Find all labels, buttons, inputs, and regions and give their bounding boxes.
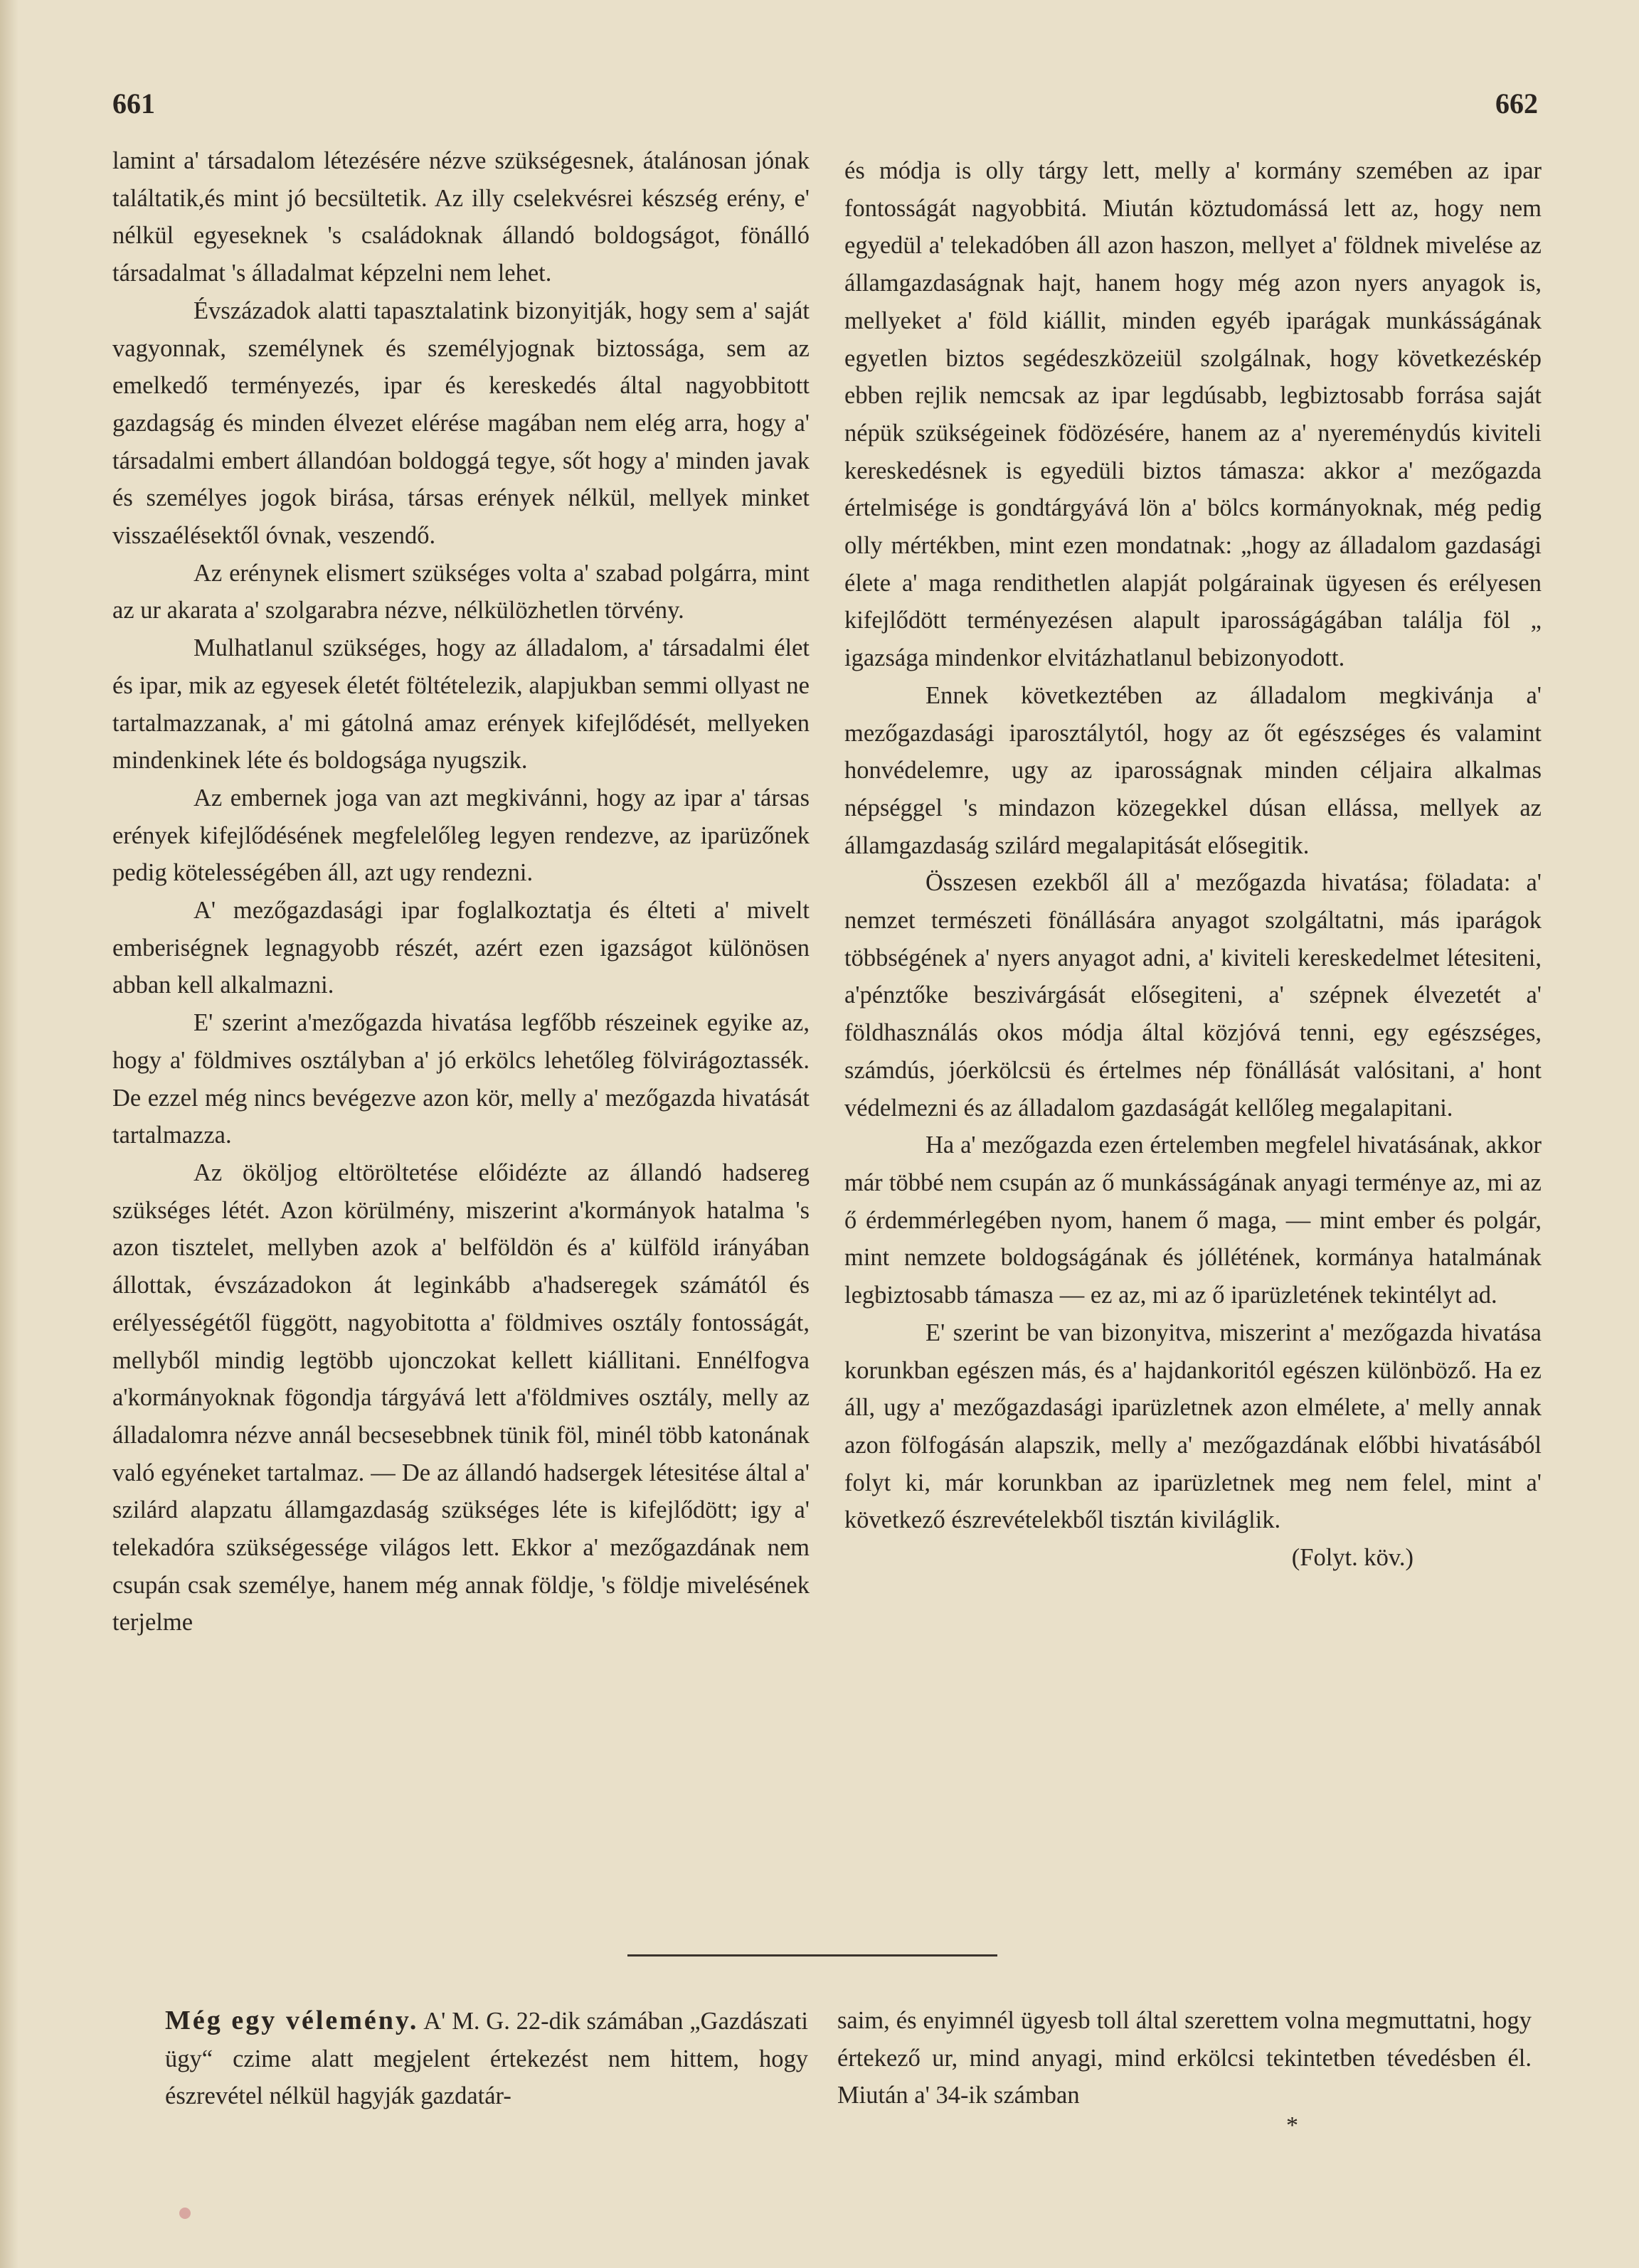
section-divider [627,1954,997,1956]
bottom-right-column [837,2002,1532,2114]
right-column-paragraph: és módja is olly tárgy lett, melly a' kormány szemében az ipar fontosságát nagyobbitá. Miután köztudomássá lett az, hogy nem egyedül a' telekadóben áll azon haszon, mellyet a' földnek mivelése az államgazdaságnak hajt, hanem hogy még azon nyers anyagok is, mellyeket a' föld kiállit, minden egyéb iparágak munkásságának egyetlen biztos segédeszközeiül szolgálnak, hogy következéskép ebben rejlik nemcsak az ipar legdúsabb, legbiztosabb forrása saját népük szükségeinek födözésére, hanem az a' nyereménydús kiviteli kereskedésnek is egyedüli biztos támasza: akkor a' mezőgazda értelmisége is gondtárgyává lön a' bölcs kormányoknak, még pedig olly mértékben, mint ezen mondatnak: „hogy az álladalom gazdasági élete a' maga rendithetlen alapját polgárainak ügyesen és erélyesen kifejlődött terményezésen alapult iparosságágában találja föl „ igazsága mindenkor elvitázhatlanul bebizonyodott. [844,157,1542,672]
left-column-paragraph: lamint a' társadalom létezésére nézve szükségesnek, átalánosan jónak találtatik,és mint jó becsültetik. Az illy cselekvésrei készség erény, e' nélkül egyeseknek 's családoknak állandó boldogságot, fönálló társadalmat 's álladalmat képzelni nem lehet. [112,147,810,287]
bottom-left-paragraph [165,2002,808,2115]
left-column-paragraph: Mulhatlanul szükséges, hogy az álladalom, a' társadalmi élet és ipar, mik az egyesek életét föltételezik, alapjukban semmi ollyast ne tartalmazzanak, a' mi gátolná amaz erények kifejlődését, mellyeken mindenkinek léte és boldogsága nyugszik. [112,634,810,774]
left-column-paragraph: Évszázadok alatti tapasztalatink bizonyitják, hogy sem a' saját vagyonnak, személynek és személyjognak biztossága, sem az emelkedő terményezés, ipar és kereskedés által nagyobbitott gazdagság és minden élvezet elérése magában nem elég arra, hogy a' társadalmi embert állandóan boldoggá tegye, sőt hogy a' minden javak és személyes jogok birása, társas erények nélkül, mellyek minket visszaélésektől óvnak, veszendő. [112,297,810,550]
page-fold-shadow [0,0,18,2268]
right-column-paragraph: E' szerint be van bizonyitva, miszerint a' mezőgazda hivatása korunkban egészen más, és a' hajdankoritól egészen különböző. Ha ez áll, ugy a' mezőgazdasági iparüzletnek azon elmélete, a' melly annak azon fölfogásán alapszik, melly a' mezőgazdának előbbi hivatásából folyt ki, már korunkban az iparüzletnek meg nem felel, mint a' következő észrevételekből tisztán kiviláglik. [844,1319,1542,1534]
bottom-left-column [165,2002,808,2115]
left-column-paragraph: E' szerint a'mezőgazda hivatása legfőbb részeinek egyike az, hogy a' földmives osztályban a' jó erkölcs lehetőleg fölvirágoztassék. De ezzel még nincs bevégezve azon kör, melly a' mezőgazda hivatását tartalmazza. [112,1009,810,1149]
footnote-asterisk: * [1286,2112,1298,2139]
right-column-paragraph: Ennek következtében az álladalom megkivánja a' mezőgazdasági iparosztálytól, hogy az őt egészséges és valamint honvédelemre, ugy az iparosságnak minden céljaira alkalmas népséggel 's mindazon közegekkel dúsan ellássa, mellyek az államgazdaság szilárd megalapitását elősegitik. [844,681,1542,859]
right-column-paragraph: Összesen ezekből áll a' mezőgazda hivatása; föladata: a' nemzet természeti fönállására anyagot szolgáltatni, más iparágok többségének a' nyers anyagot adni, a' kiviteli kereskedelmet létesiteni, a'pénztőke beszivárgását elősegiteni, a' szépnek élvezetét a' földhasználás okos módja által közjóvá tenni, egy egészséges, számdús, jóerkölcsü és értelmes nép fönállását valósitani, a' hont védelmezni és az álladalom gazdaságát kellőleg megalapitani. [844,869,1542,1122]
article-intro-text: A' M. G. 22-dik számában „Gazdászati ügy“ czime alatt megjelent értekezést nem hittem, hogy észrevétel nélkül hagyják gazdatár- [165,2008,808,2110]
article-heading: Még egy vélemény. [165,2006,419,2035]
right-column-paragraph: (Folyt. köv.) [1291,1544,1413,1572]
paper-stain [179,2208,191,2219]
left-text-column [112,142,810,1641]
right-column-paragraph: Ha a' mezőgazda ezen értelemben megfelel hivatásának, akkor már többé nem csupán az ő munkásságának anyagi terménye az, mi az ő érdemmérlegében nyom, hanem ő maga, — mint ember és polgár, mint nemzete boldogságának és jóllétének, kormánya hatalmának legbiztosabb támasza — ez az, mi az ő iparüzletének tekintélyt ad. [844,1132,1542,1309]
left-column-paragraph: Az embernek joga van azt megkivánni, hogy az ipar a' társas erények kifejlődésének megfelelőleg legyen rendezve, az iparüzőnek pedig kötelességében áll, azt ugy rendezni. [112,784,810,887]
left-column-paragraph: Az ököljog eltöröltetése előidézte az állandó hadsereg szükséges létét. Azon körülmény, miszerint a'kormányok hatalma 's azon tisztelet, mellyben azok a' belföldön és a' külföld irányában állottak, évszázadokon át leginkább a'hadseregek számától és erélyességétől függött, nagyobitotta a' földmives osztály fontosságát, mellyből mindig legtöbb ujonczokat kellett kiállitani. Ennélfogva a'kormányoknak fögondja tárgyává lett a'földmives osztály, melly az álladalomra nézve annál becsesebbnek tünik föl, minél több katonának való egyéneket tartalmaz. — De az állandó hadsergek létesitése által a' szilárd alapzatu államgazdaság szükséges léte is kifejlődött; igy a' telekadóra szükségessége világos lett. Ekkor a' mezőgazdának nem csupán csak személye, hanem még annak földje, 's földje mivelésének terjelme [112,1159,810,1636]
page-number-right: 662 [1495,87,1538,119]
left-column-paragraph: A' mezőgazdasági ipar foglalkoztatja és élteti a' mivelt emberiségnek legnagyobb részét, azért ezen igazságot különösen abban kell alkalmazni. [112,897,810,999]
page-number-left: 661 [112,87,155,119]
bottom-right-paragraph: saim, és enyimnél ügyesb toll által szerettem volna megmuttatni, hogy értekező ur, mind anyagi, mind erkölcsi tekintetben tévedésben él. Miután a' 34-ik számban [837,2007,1532,2109]
left-column-paragraph: Az erénynek elismert szükséges volta a' szabad polgárra, mint az ur akarata a' szolgarabra nézve, nélkülözhetlen törvény. [112,559,810,624]
right-text-column [844,152,1542,1577]
